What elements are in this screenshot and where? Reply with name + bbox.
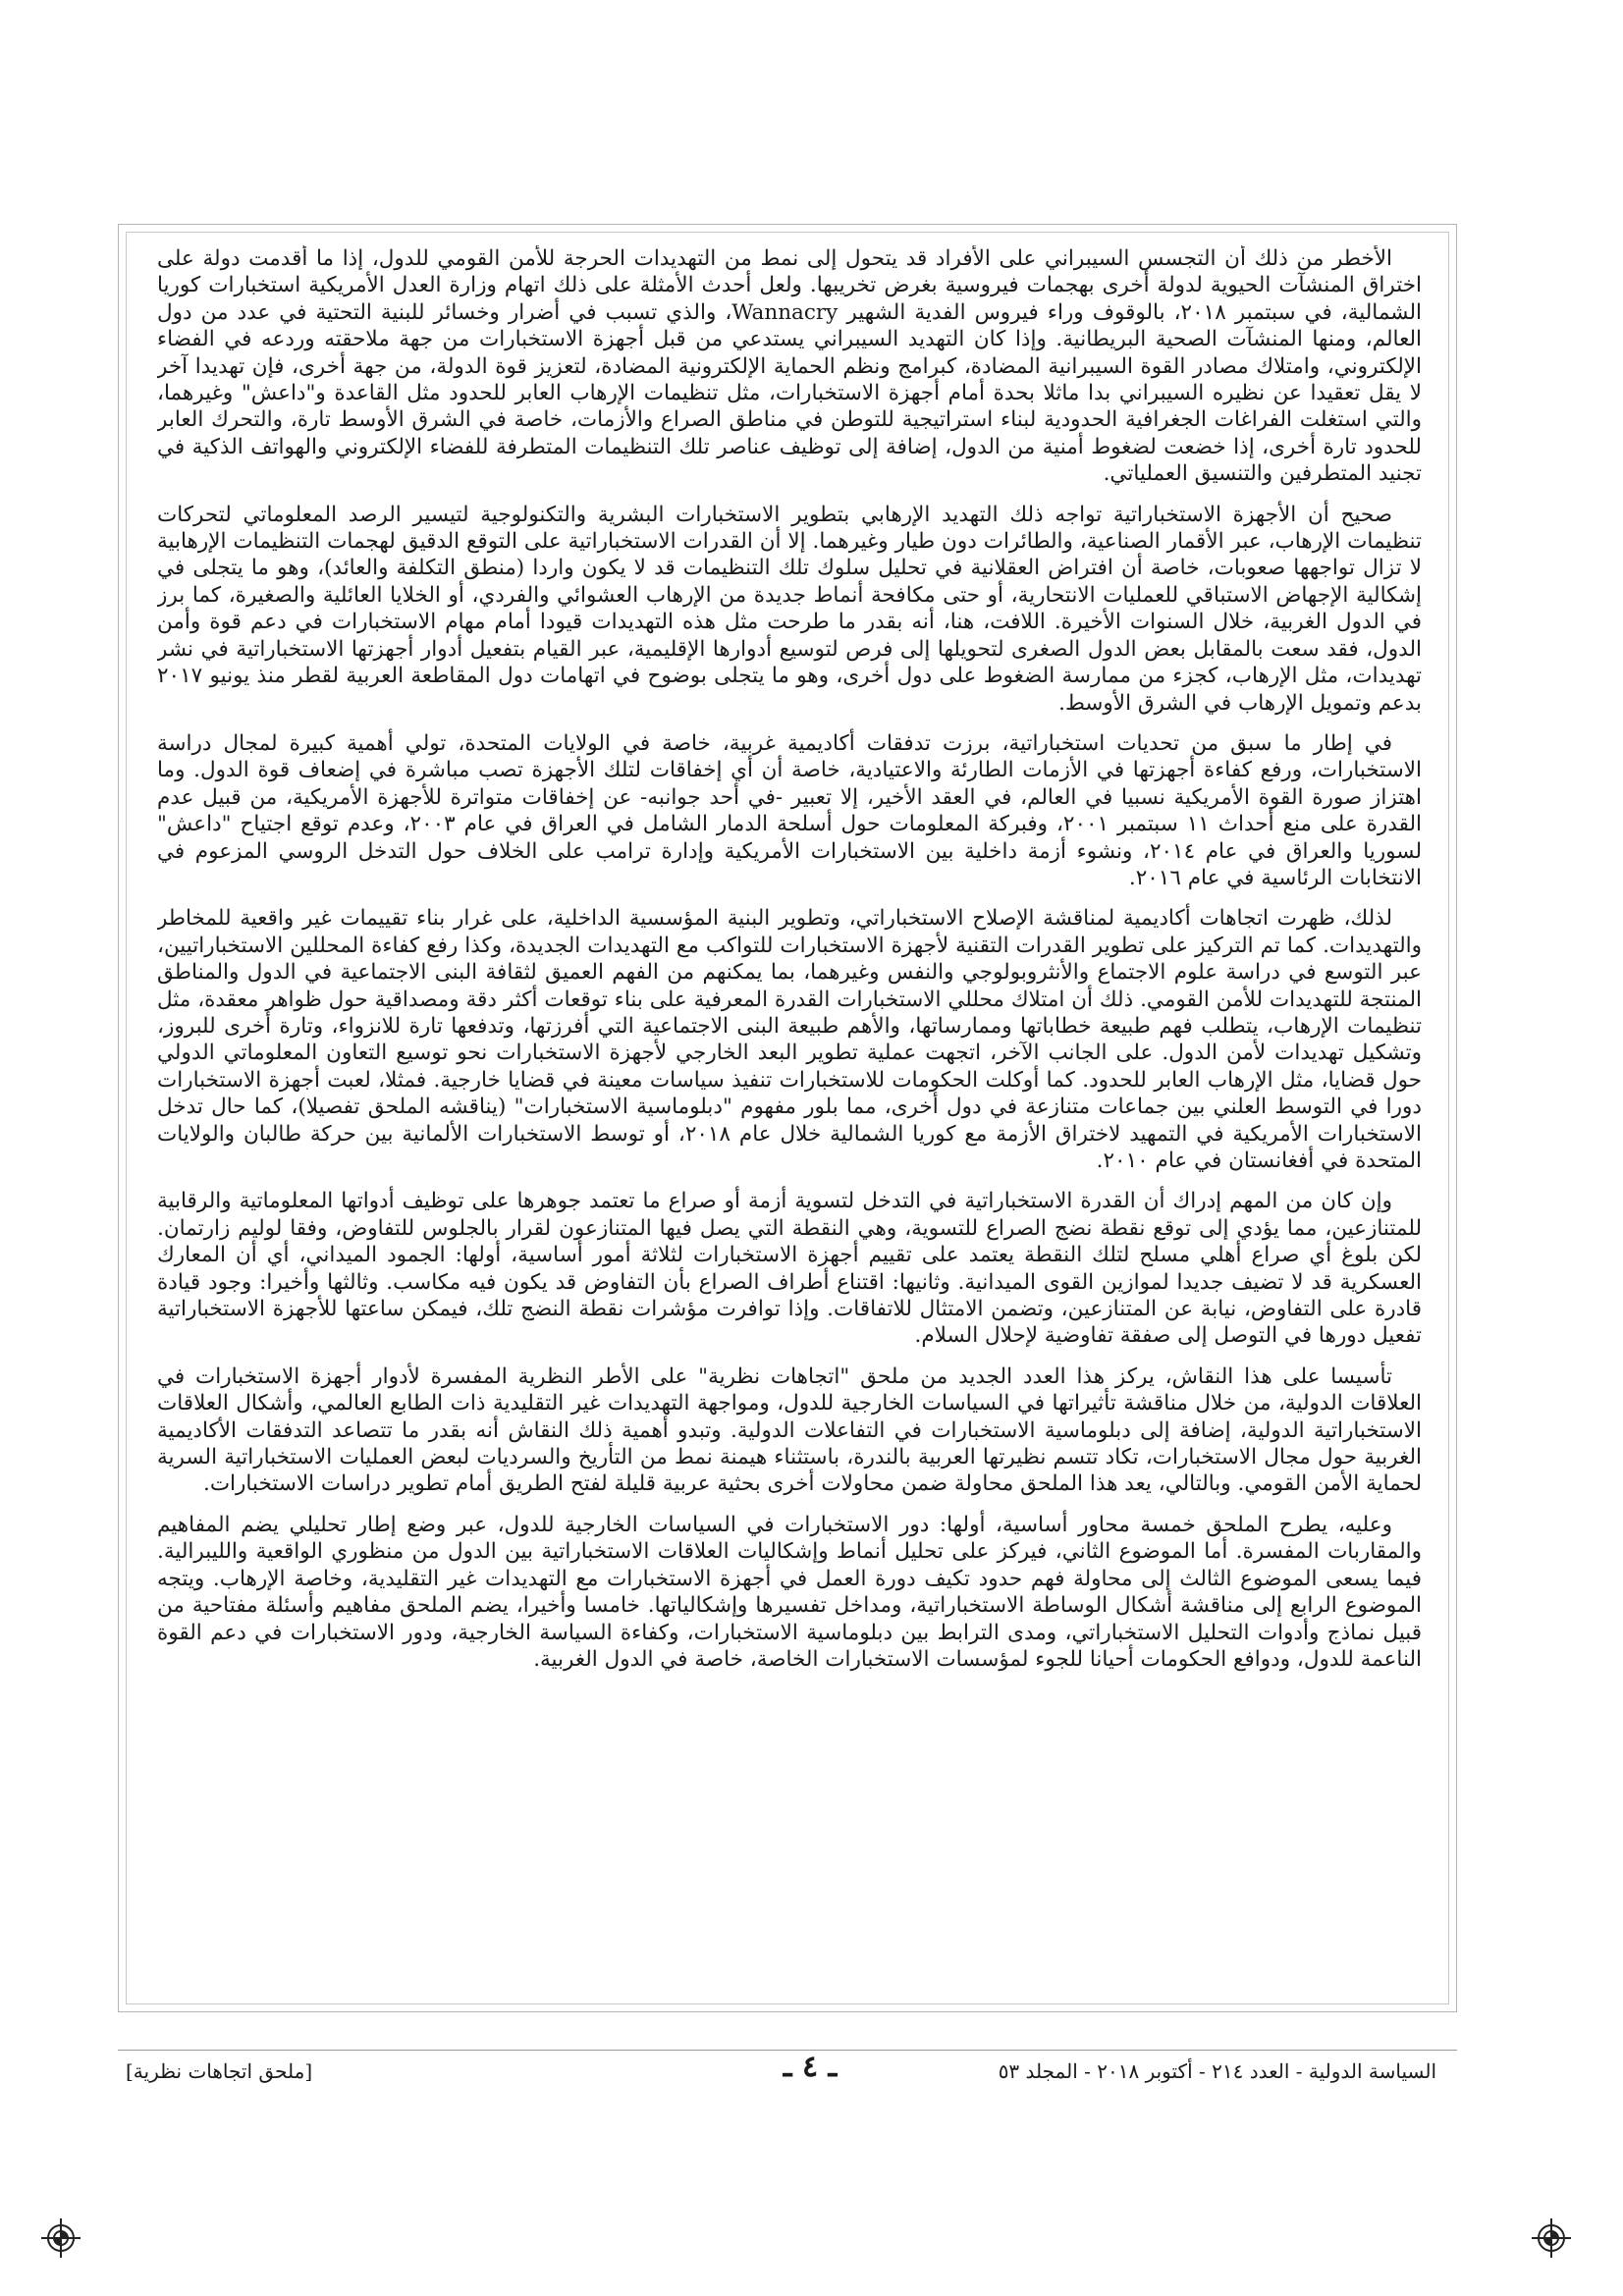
page-number: ـ ٤ ـ xyxy=(783,2050,838,2084)
registration-mark-icon xyxy=(39,2216,82,2260)
paragraph-6: تأسيسا على هذا النقاش، يركز هذا العدد الجديد من ملحق "اتجاهات نظرية" على الأطر النظرية المفسرة لأدوار أجهزة الاستخبارات في العلاقات الدولية، من خلال مناقشة تأثيراتها في السياسات الخارجية للدول، ومواجهة التهديدات غير التقليدية ذات الطابع العالمي، وأشكال العلاقات الاستخباراتية الدولية، إضافة إلى دبلوماسية الاستخبارات في التفاعلات الدولية. وتبدو أهمية ذلك النقاش أنه بقدر ما تتصاعد التدفقات الأكاديمية الغربية حول مجال الاستخبارات، تكاد تتسم نظيرتها العربية بالندرة، باستثناء هيمنة نمط من التأريخ والسرديات لبعض العمليات الاستخباراتية السرية لحماية الأمن القومي. وبالتالي، يعد هذا الملحق محاولة ضمن محاولات أخرى بحثية عربية قليلة لفتح الطريق أمام تطوير دراسات الاستخبارات. xyxy=(157,1363,1422,1497)
paragraph-1: الأخطر من ذلك أن التجسس السيبراني على الأفراد قد يتحول إلى نمط من التهديدات الحرجة للأمن القومي للدول، إذا ما أقدمت دولة على اختراق المنشآت الحيوية لدولة أخرى بهجمات فيروسية بغرض تخريبها. ولعل أحدث الأمثلة على ذلك اتهام وزارة العدل الأمريكية استخبارات كوريا الشمالية، في سبتمبر ٢٠١٨، بالوقوف وراء فيروس الفدية الشهير Wannacry، والذي تسبب في أضرار وخسائر للبنية التحتية في عدد من دول العالم، ومنها المنشآت الصحية البريطانية. وإذا كان التهديد السيبراني يستدعي من قبل أجهزة الاستخبارات من جهة ملاحقته وردعه في الفضاء الإلكتروني، وامتلاك مصادر القوة السيبرانية المضادة، كبرامج ونظم الحماية الإلكترونية المضادة، لتعزيز قوة الدولة، من جهة أخرى، فإن تهديدا آخر لا يقل تعقيدا عن نظيره السيبراني بدا ماثلا بحدة أمام أجهزة الاستخبارات، مثل تنظيمات الإرهاب العابر للحدود مثل القاعدة و"داعش" وغيرهما، والتي استغلت الفراغات الجغرافية الحدودية لبناء استراتيجية للتوطن في مناطق الصراع والأزمات، خاصة في الشرق الأوسط تارة، والتحرك العابر للحدود تارة أخرى، إذا خضعت لضغوط أمنية من الدول، إضافة إلى توظيف عناصر تلك التنظيمات المتطرفة للفضاء الإلكتروني والهواتف الذكية في تجنيد المتطرفين والتنسيق العملياتي. xyxy=(157,246,1422,487)
footer-journal-info: السياسة الدولية - العدد ٢١٤ - أكتوبر ٢٠١٨ - المجلد ٥٣ xyxy=(998,2059,1436,2083)
paragraph-7: وعليه، يطرح الملحق خمسة محاور أساسية، أولها: دور الاستخبارات في السياسات الخارجية للدول، عبر وضع إطار تحليلي يضم المفاهيم والمقاربات المفسرة. أما الموضوع الثاني، فيركز على تحليل أنماط وإشكاليات العلاقات الاستخباراتية بين الدول من منظوري الواقعية والليبرالية. فيما يسعى الموضوع الثالث إلى محاولة فهم حدود تكيف دورة العمل في أجهزة الاستخبارات مع التهديدات غير التقليدية، وخاصة الإرهاب. ويتجه الموضوع الرابع إلى مناقشة أشكال الوساطة الاستخباراتية، ومداخل تفسيرها وإشكالياتها. خامسا وأخيرا، يضم الملحق مفاهيم وأسئلة مفتاحية من قبيل نماذج وأدوات التحليل الاستخباراتي، ومدى الترابط بين دبلوماسية الاستخبارات، وكفاءة السياسة الخارجية، ودور الاستخبارات في دعم القوة الناعمة للدول، ودوافع الحكومات أحيانا للجوء لمؤسسات الاستخبارات الخاصة، خاصة في الدول الغربية. xyxy=(157,1512,1422,1672)
paragraph-4: لذلك، ظهرت اتجاهات أكاديمية لمناقشة الإصلاح الاستخباراتي، وتطوير البنية المؤسسية الداخلية، على غرار بناء تقييمات غير واقعية للمخاطر والتهديدات. كما تم التركيز على تطوير القدرات التقنية لأجهزة الاستخبارات للتواكب مع التهديدات الجديدة، وكذا رفع كفاءة المحللين الاستخباراتيين، عبر التوسع في دراسة علوم الاجتماع والأنثروبولوجي والنفس وغيرهما، بما يمكنهم من الفهم العميق لثقافة البنى الاجتماعية في الدول والمناطق المنتجة للتهديدات للأمن القومي. ذلك أن امتلاك محللي الاستخبارات القدرة المعرفية على بناء توقعات أكثر دقة ومصداقية حول ظواهر معقدة، مثل تنظيمات الإرهاب، يتطلب فهم طبيعة خطاباتها وممارساتها، والأهم طبيعة البنى الاجتماعية التي أفرزتها، وتدفعها تارة للانزواء، وتارة أخرى للبروز، وتشكيل تهديدات لأمن الدول. على الجانب الآخر، اتجهت عملية تطوير البعد الخارجي لأجهزة الاستخبارات نحو توسيع التعاون المعلوماتي الدولي حول قضايا، مثل الإرهاب العابر للحدود. كما أوكلت الحكومات للاستخبارات تنفيذ سياسات معينة في قضايا خارجية. فمثلا، لعبت أجهزة الاستخبارات دورا في التوسط العلني بين جماعات متنازعة في دول أخرى، مما بلور مفهوم "دبلوماسية الاستخبارات" (يناقشه الملحق تفصيلا)، كما حال تدخل الاستخبارات الأمريكية في التمهيد لاختراق الأزمة مع كوريا الشمالية خلال عام ٢٠١٨، أو توسط الاستخبارات الألمانية بين حركة طالبان والولايات المتحدة في أفغانستان في عام ٢٠١٠. xyxy=(157,906,1422,1173)
paragraph-3: في إطار ما سبق من تحديات استخباراتية، برزت تدفقات أكاديمية غربية، خاصة في الولايات المتحدة، تولي أهمية كبيرة لمجال دراسة الاستخبارات، ورفع كفاءة أجهزتها في الأزمات الطارئة والاعتيادية، خاصة أن أي إخفاقات لتلك الأجهزة تصب مباشرة في إضعاف قوة الدول. وما اهتزاز صورة القوة الأمريكية نسبيا في العالم، في العقد الأخير، إلا تعبير -في أحد جوانبه- عن إخفاقات متواترة للأجهزة الأمريكية، من قبيل عدم القدرة على منع أحداث ١١ سبتمبر ٢٠٠١، وفبركة المعلومات حول أسلحة الدمار الشامل في العراق في عام ٢٠٠٣، وعدم توقع اجتياح "داعش" لسوريا والعراق في عام ٢٠١٤، ونشوء أزمة داخلية بين الاستخبارات الأمريكية وإدارة ترامب على الخلاف حول التدخل الروسي المزعوم في الانتخابات الرئاسية في عام ٢٠١٦. xyxy=(157,730,1422,890)
footer-section-label: [ملحق اتجاهات نظرية] xyxy=(126,2059,313,2083)
registration-mark-icon xyxy=(1530,2216,1573,2260)
paragraph-5: وإن كان من المهم إدراك أن القدرة الاستخباراتية في التدخل لتسوية أزمة أو صراع ما تعتمد جوهرها على توظيف أدواتها المعلوماتية والرقابية للمتنازعين، مما يؤدي إلى توقع نقطة نضج الصراع للتسوية، وهي النقطة التي يصل فيها المتنازعون لقرار بالجلوس للتفاوض، وفقا لوليم زارتمان. لكن بلوغ أي صراع أهلي مسلح لتلك النقطة يعتمد على تقييم أجهزة الاستخبارات لثلاثة أمور أساسية، أولها: الجمود الميداني، أي أن المعارك العسكرية قد لا تضيف جديدا لموازين القوى الميدانية. وثانيها: اقتناع أطراف الصراع بأن التفاوض قد يكون فيه مكاسب. وثالثها وأخيرا: وجود قيادة قادرة على التفاوض، نيابة عن المتنازعين، وتضمن الامتثال للاتفاقات. وإذا توافرت مؤشرات نقطة النضج تلك، فيمكن ساعتها للأجهزة الاستخباراتية تفعيل دورها في التوصل إلى صفقة تفاوضية لإحلال السلام. xyxy=(157,1189,1422,1349)
paragraph-2: صحيح أن الأجهزة الاستخباراتية تواجه ذلك التهديد الإرهابي بتطوير الاستخبارات البشرية والتكنولوجية لتيسير الرصد المعلوماتي لتحركات تنظيمات الإرهاب، عبر الأقمار الصناعية، والطائرات دون طيار وغيرهما. إلا أن القدرات الاستخباراتية على التوقع الدقيق لهجمات التنظيمات الإرهابية لا تزال تواجهها صعوبات، خاصة أن افتراض العقلانية في تحليل سلوك تلك التنظيمات قد لا يكون واردا (منطق التكلفة والعائد)، وهو ما يتجلى في إشكالية الإجهاض الاستباقي للعمليات الانتحارية، أو حتى مكافحة أنماط جديدة من الإرهاب العشوائي والفردي، أو الخلايا العائلية والصغيرة، كما برز في الدول الغربية، خلال السنوات الأخيرة. اللافت، هنا، أنه بقدر ما طرحت مثل هذه التهديدات قيودا أمام مهام الاستخبارات في دعم قوة وأمن الدول، فقد سعت بالمقابل بعض الدول الصغرى لتحويلها إلى فرص لتوسيع أدوارها الإقليمية، عبر القيام بتفعيل أدوار أجهزتها الاستخباراتية في نشر تهديدات، مثل الإرهاب، كجزء من ممارسة الضغوط على دول أخرى، وهو ما يتجلى بوضوح في اتهامات دول المقاطعة العربية لقطر منذ يونيو ٢٠١٧ بدعم وتمويل الإرهاب في الشرق الأوسط. xyxy=(157,502,1422,716)
article-body xyxy=(157,245,1422,1993)
